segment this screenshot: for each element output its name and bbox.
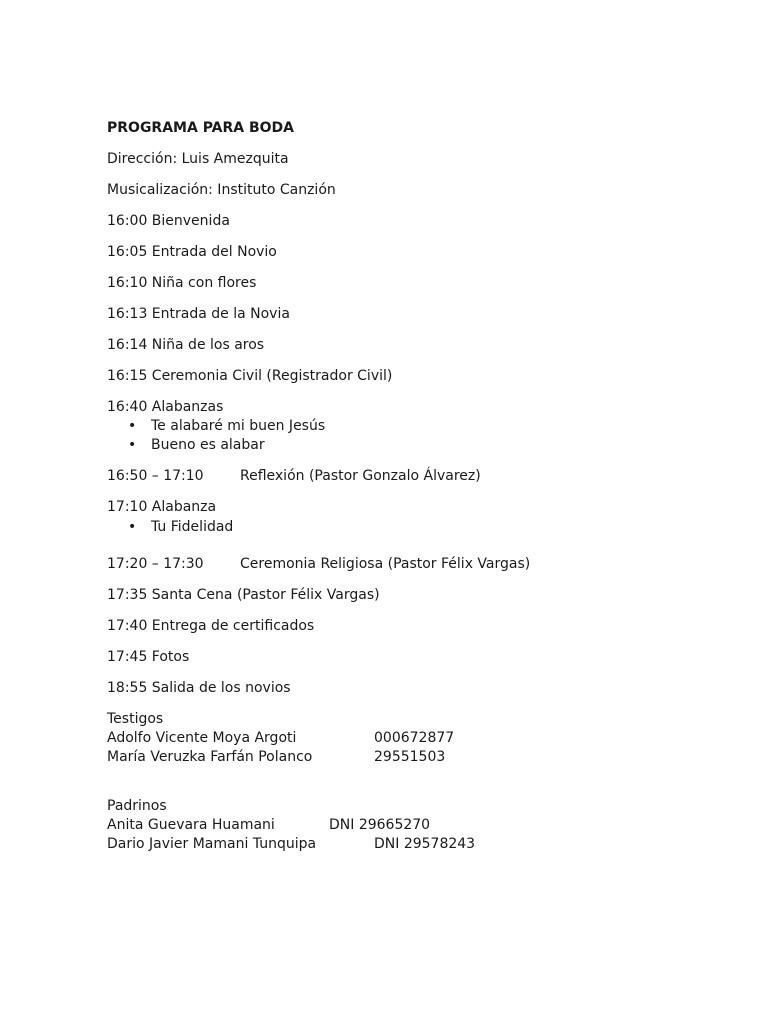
schedule-item: 16:15 Ceremonia Civil (Registrador Civil) (107, 368, 393, 384)
music-line: Musicalización: Instituto Canzión (107, 182, 336, 198)
person-id: 29551503 (374, 749, 446, 765)
schedule-item: 18:55 Salida de los novios (107, 680, 291, 696)
spacer (107, 767, 707, 797)
person-name: Adolfo Vicente Moya Argoti (107, 730, 297, 746)
person-id: 000672877 (374, 730, 455, 746)
alabanza-list (107, 518, 707, 537)
testigos-heading: Testigos (107, 711, 164, 727)
ceremonia-time: 17:20 – 17:30 (107, 556, 204, 572)
padrino-row (107, 816, 707, 835)
schedule-item: 17:45 Fotos (107, 649, 190, 665)
person-name: Dario Javier Mamani Tunquipa (107, 836, 317, 852)
program-title: PROGRAMA PARA BODA (107, 120, 295, 136)
direction-line: Dirección: Luis Amezquita (107, 151, 289, 167)
schedule-item: 16:00 Bienvenida (107, 213, 230, 229)
testigos-section (107, 710, 707, 767)
song-item: • Te alabaré mi buen Jesús (107, 417, 707, 436)
reflexion-time: 16:50 – 17:10 (107, 468, 204, 484)
person-name: María Veruzka Farfán Polanco (107, 749, 313, 765)
person-id: DNI 29665270 (329, 817, 431, 833)
schedule-item: 16:13 Entrada de la Novia (107, 306, 290, 322)
reflexion-line (107, 467, 707, 486)
person-name: Anita Guevara Huamani (107, 817, 275, 833)
schedule-item: 16:05 Entrada del Novio (107, 244, 277, 260)
alabanzas-heading: 16:40 Alabanzas (107, 399, 224, 415)
reflexion-text: Reflexión (Pastor Gonzalo Álvarez) (240, 468, 481, 484)
schedule-item: 17:35 Santa Cena (Pastor Félix Vargas) (107, 587, 380, 603)
ceremonia-religiosa-line (107, 555, 707, 574)
schedule-item: 16:14 Niña de los aros (107, 337, 265, 353)
schedule-item: 16:10 Niña con flores (107, 275, 257, 291)
testigo-row (107, 748, 707, 767)
ceremonia-text: Ceremonia Religiosa (Pastor Félix Vargas) (240, 556, 531, 572)
song-item: • Bueno es alabar (107, 436, 707, 455)
song-item: • Tu Fidelidad (107, 518, 707, 537)
document-body (107, 119, 707, 854)
padrinos-section (107, 797, 707, 854)
padrino-row (107, 835, 707, 854)
padrinos-heading: Padrinos (107, 798, 167, 814)
person-id: DNI 29578243 (374, 836, 476, 852)
testigo-row (107, 729, 707, 748)
schedule-item: 17:40 Entrega de certificados (107, 618, 315, 634)
alabanza-heading: 17:10 Alabanza (107, 499, 217, 515)
alabanzas-list (107, 417, 707, 455)
